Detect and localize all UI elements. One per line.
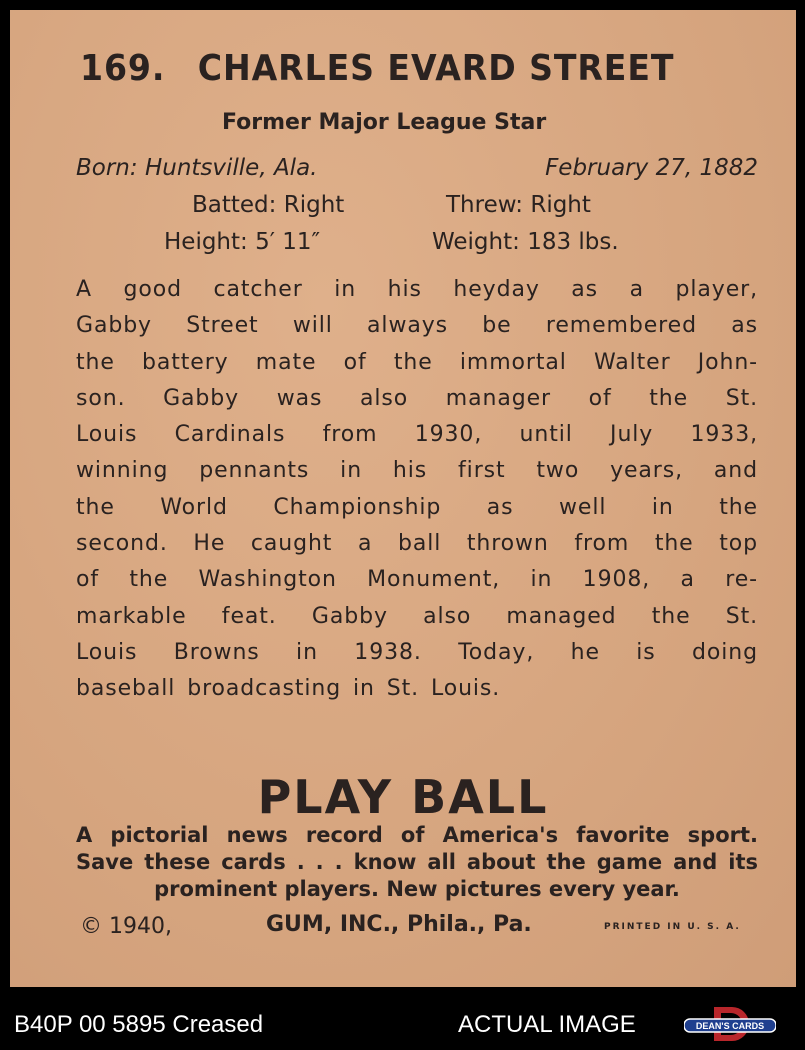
batted: Batted: Right — [192, 192, 345, 218]
grade-label: B40P 00 5895 Creased — [14, 1011, 264, 1038]
birthplace: Born: Huntsville, Ala. — [76, 155, 318, 181]
promo-line: Save these cards . . . know all about the game and its — [76, 850, 758, 874]
birth-date: February 27, 1882 — [545, 155, 758, 181]
bio-line: Louis Browns in 1938. Today, he is doing — [76, 639, 758, 665]
threw: Threw: Right — [446, 192, 591, 218]
biography — [76, 272, 758, 708]
promo-text — [76, 822, 758, 903]
logo-text: DEAN'S CARDS — [695, 1021, 765, 1031]
bio-line: Louis Cardinals from 1930, until July 1933, — [76, 422, 758, 448]
card-subtitle: Former Major League Star — [222, 110, 547, 135]
promo-line: A pictorial news record of America's favorite sport. — [76, 823, 758, 847]
bio-line: baseball broadcasting in St. Louis. — [76, 676, 501, 702]
player-name: CHARLES EVARD STREET — [197, 48, 675, 89]
copyright: © 1940, — [80, 914, 172, 939]
card-back — [10, 10, 796, 987]
bio-line: the battery mate of the immortal Walter John- — [76, 349, 758, 375]
bio-line: markable feat. Gabby also managed the St. — [76, 603, 758, 629]
bio-line: of the Washington Monument, in 1908, a re- — [76, 567, 758, 593]
card-number: 169. — [80, 48, 166, 89]
bio-line: winning pennants in his first two years, and — [76, 458, 758, 484]
bio-line: the World Championship as well in the — [76, 494, 758, 520]
card-title — [80, 48, 674, 89]
bio-line: Gabby Street will always be remembered as — [76, 313, 758, 339]
bio-line: A good catcher in his heyday as a player, — [76, 277, 758, 302]
weight: Weight: 183 lbs. — [432, 229, 619, 255]
height: Height: 5′ 11″ — [164, 229, 321, 255]
actual-image-label: ACTUAL IMAGE — [458, 1011, 636, 1038]
bio-line: son. Gabby was also manager of the St. — [76, 385, 758, 411]
play-ball-heading: PLAY BALL — [257, 770, 549, 824]
promo-line: prominent players. New pictures every year. — [154, 877, 680, 901]
deans-cards-logo — [684, 1005, 776, 1045]
publisher: GUM, INC., Phila., Pa. — [266, 912, 532, 937]
printed-in-usa: PRINTED IN U. S. A. — [604, 922, 741, 932]
bio-line: second. He caught a ball thrown from the top — [76, 531, 758, 557]
